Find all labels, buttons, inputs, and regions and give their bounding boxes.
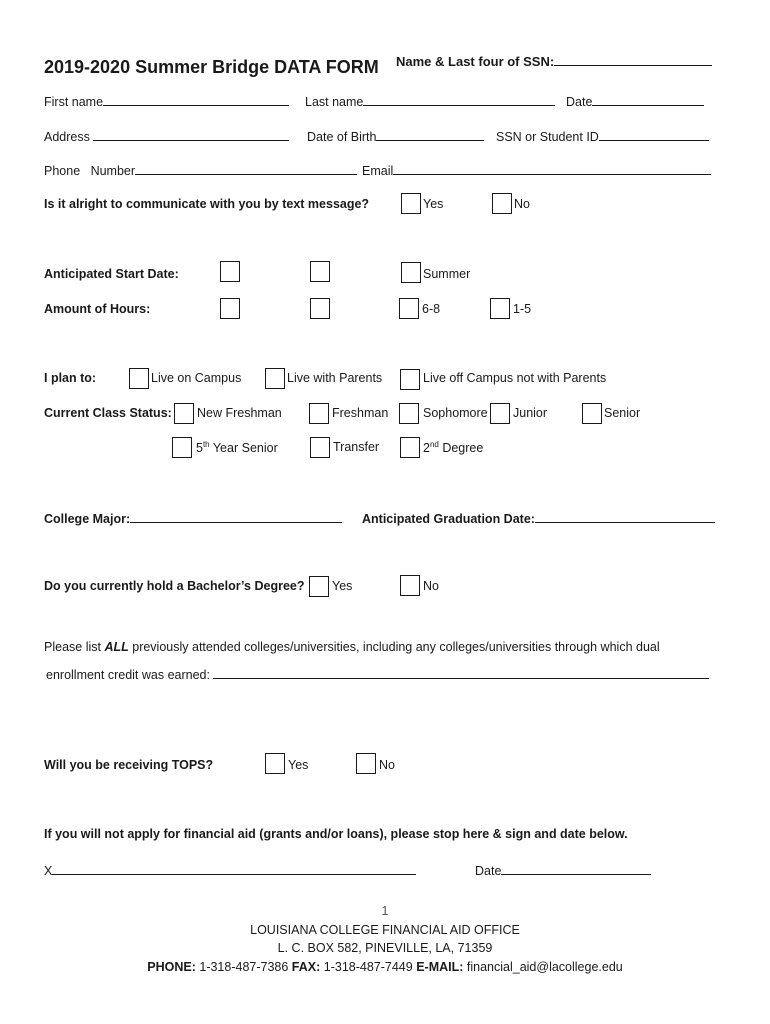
last-name-line bbox=[363, 93, 555, 106]
graduation-date-label: Anticipated Graduation Date: bbox=[362, 512, 535, 526]
bachelor-yes-checkbox[interactable] bbox=[309, 576, 329, 597]
junior-label: Junior bbox=[513, 406, 548, 420]
dob-line bbox=[376, 128, 484, 141]
bachelor-yes-label: Yes bbox=[332, 579, 353, 593]
sophomore-label: Sophomore bbox=[423, 406, 488, 420]
phone-field[interactable] bbox=[44, 162, 357, 178]
graduation-date-field[interactable] bbox=[362, 510, 715, 526]
signature-line bbox=[52, 862, 416, 875]
tops-no-label: No bbox=[379, 758, 395, 772]
text-yes-label: Yes bbox=[423, 197, 444, 211]
ssn-line bbox=[599, 128, 709, 141]
office-name: LOUISIANA COLLEGE FINANCIAL AID OFFICE bbox=[250, 923, 520, 937]
bachelor-question: Do you currently hold a Bachelor’s Degree? bbox=[44, 579, 305, 593]
address-line bbox=[93, 128, 289, 141]
hours-checkbox-1[interactable] bbox=[220, 298, 240, 319]
hours-6-8-checkbox[interactable] bbox=[399, 298, 419, 319]
start-date-checkbox-1[interactable] bbox=[220, 261, 240, 282]
second-degree-text: Degree bbox=[438, 441, 484, 456]
email-line bbox=[393, 162, 711, 175]
colleges-instruction bbox=[44, 640, 660, 654]
colleges-field[interactable] bbox=[46, 666, 709, 682]
plan-label: I plan to: bbox=[44, 371, 97, 385]
colleges-prefix: Please list bbox=[44, 640, 105, 654]
ssn-field[interactable] bbox=[496, 128, 709, 144]
live-on-campus-label: Live on Campus bbox=[151, 371, 242, 385]
live-on-campus-checkbox[interactable] bbox=[129, 368, 149, 389]
ssn-label: SSN or Student ID bbox=[496, 130, 599, 144]
freshman-label: Freshman bbox=[332, 406, 389, 420]
name-ssn-field[interactable] bbox=[396, 53, 712, 69]
text-no-checkbox[interactable] bbox=[492, 193, 512, 214]
email-address[interactable]: financial_aid@lacollege.edu bbox=[463, 960, 623, 974]
start-date-summer-checkbox[interactable] bbox=[401, 262, 421, 283]
transfer-label: Transfer bbox=[333, 440, 380, 454]
tops-question: Will you be receiving TOPS? bbox=[44, 758, 214, 772]
form-title: 2019-2020 Summer Bridge DATA FORM bbox=[44, 57, 379, 77]
fax-contact-label: FAX: bbox=[291, 960, 321, 974]
address-field[interactable] bbox=[44, 128, 289, 144]
name-ssn-line bbox=[554, 53, 712, 66]
hours-6-8-label: 6-8 bbox=[422, 302, 441, 316]
fifth-year-senior-label bbox=[196, 440, 278, 455]
sophomore-checkbox[interactable] bbox=[399, 403, 419, 424]
junior-checkbox[interactable] bbox=[490, 403, 510, 424]
senior-checkbox[interactable] bbox=[582, 403, 602, 424]
hours-label: Amount of Hours: bbox=[44, 302, 151, 316]
second-degree-number: 2 bbox=[423, 441, 430, 456]
first-name-label: First name bbox=[44, 95, 104, 109]
start-date-summer-label: Summer bbox=[423, 267, 471, 281]
email-contact-label: E-MAIL: bbox=[416, 960, 464, 974]
hours-1-5-checkbox[interactable] bbox=[490, 298, 510, 319]
phone-contact-label: PHONE: bbox=[147, 960, 196, 974]
colleges-suffix: previously attended colleges/universities, including any colleges/universities through which dual bbox=[128, 640, 660, 654]
last-name-label: Last name bbox=[305, 95, 364, 109]
first-name-line bbox=[103, 93, 289, 106]
hours-checkbox-2[interactable] bbox=[310, 298, 330, 319]
email-label: Email bbox=[362, 164, 394, 178]
date-label: Date bbox=[566, 95, 593, 109]
live-with-parents-checkbox[interactable] bbox=[265, 368, 285, 389]
bachelor-no-label: No bbox=[423, 579, 439, 593]
live-off-campus-label: Live off Campus not with Parents bbox=[423, 371, 607, 385]
signature-label: X bbox=[44, 864, 53, 878]
text-message-question: Is it alright to communicate with you by text message? bbox=[44, 197, 370, 211]
signature-date-line bbox=[501, 862, 651, 875]
bachelor-no-checkbox[interactable] bbox=[400, 575, 420, 596]
college-major-label: College Major: bbox=[44, 512, 131, 526]
stop-instruction: If you will not apply for financial aid (grants and/or loans), please stop here & sign and date below. bbox=[44, 827, 628, 841]
colleges-line bbox=[213, 666, 709, 679]
fifth-year-suffix: th bbox=[202, 440, 210, 449]
fax-number: 1-318-487-7449 bbox=[320, 960, 417, 974]
contact-line bbox=[0, 960, 770, 974]
dob-field[interactable] bbox=[307, 128, 484, 144]
date-line bbox=[592, 93, 704, 106]
fifth-year-number: 5 bbox=[196, 441, 203, 456]
live-with-parents-label: Live with Parents bbox=[287, 371, 383, 385]
last-name-field[interactable] bbox=[305, 93, 555, 109]
college-major-line bbox=[130, 510, 342, 523]
email-field[interactable] bbox=[362, 162, 711, 178]
freshman-checkbox[interactable] bbox=[309, 403, 329, 424]
tops-no-checkbox[interactable] bbox=[356, 753, 376, 774]
page-number: 1 bbox=[381, 904, 389, 918]
transfer-checkbox[interactable] bbox=[310, 437, 330, 458]
fifth-year-text: Year Senior bbox=[209, 441, 278, 456]
new-freshman-checkbox[interactable] bbox=[174, 403, 194, 424]
phone-line bbox=[135, 162, 357, 175]
name-ssn-label: Name & Last four of SSN: bbox=[396, 54, 555, 69]
text-no-label: No bbox=[514, 197, 530, 211]
second-degree-suffix: nd bbox=[429, 440, 439, 449]
date-field[interactable] bbox=[566, 93, 704, 109]
class-status-label: Current Class Status: bbox=[44, 406, 172, 420]
text-yes-checkbox[interactable] bbox=[401, 193, 421, 214]
tops-yes-label: Yes bbox=[288, 758, 309, 772]
start-date-checkbox-2[interactable] bbox=[310, 261, 330, 282]
tops-yes-checkbox[interactable] bbox=[265, 753, 285, 774]
graduation-date-line bbox=[535, 510, 715, 523]
colleges-emphasis: ALL bbox=[104, 640, 129, 654]
office-address: L. C. BOX 582, PINEVILLE, LA, 71359 bbox=[277, 941, 493, 955]
college-major-field[interactable] bbox=[44, 510, 342, 526]
first-name-field[interactable] bbox=[44, 93, 289, 109]
second-degree-checkbox[interactable] bbox=[400, 437, 420, 458]
start-date-label: Anticipated Start Date: bbox=[44, 267, 179, 281]
second-degree-label bbox=[423, 440, 483, 455]
phone-number: 1-318-487-7386 bbox=[195, 960, 292, 974]
address-label: Address bbox=[44, 130, 90, 144]
live-off-campus-checkbox[interactable] bbox=[400, 369, 420, 390]
colleges-label: enrollment credit was earned: bbox=[46, 668, 210, 682]
fifth-year-senior-checkbox[interactable] bbox=[172, 437, 192, 458]
signature-date-label: Date bbox=[475, 864, 502, 878]
senior-label: Senior bbox=[604, 406, 641, 420]
dob-label: Date of Birth bbox=[307, 130, 377, 144]
signature-date-field[interactable] bbox=[475, 862, 651, 878]
hours-1-5-label: 1-5 bbox=[513, 302, 532, 316]
new-freshman-label: New Freshman bbox=[197, 406, 282, 420]
signature-field[interactable] bbox=[44, 862, 416, 878]
phone-label: Phone Number bbox=[44, 164, 136, 178]
